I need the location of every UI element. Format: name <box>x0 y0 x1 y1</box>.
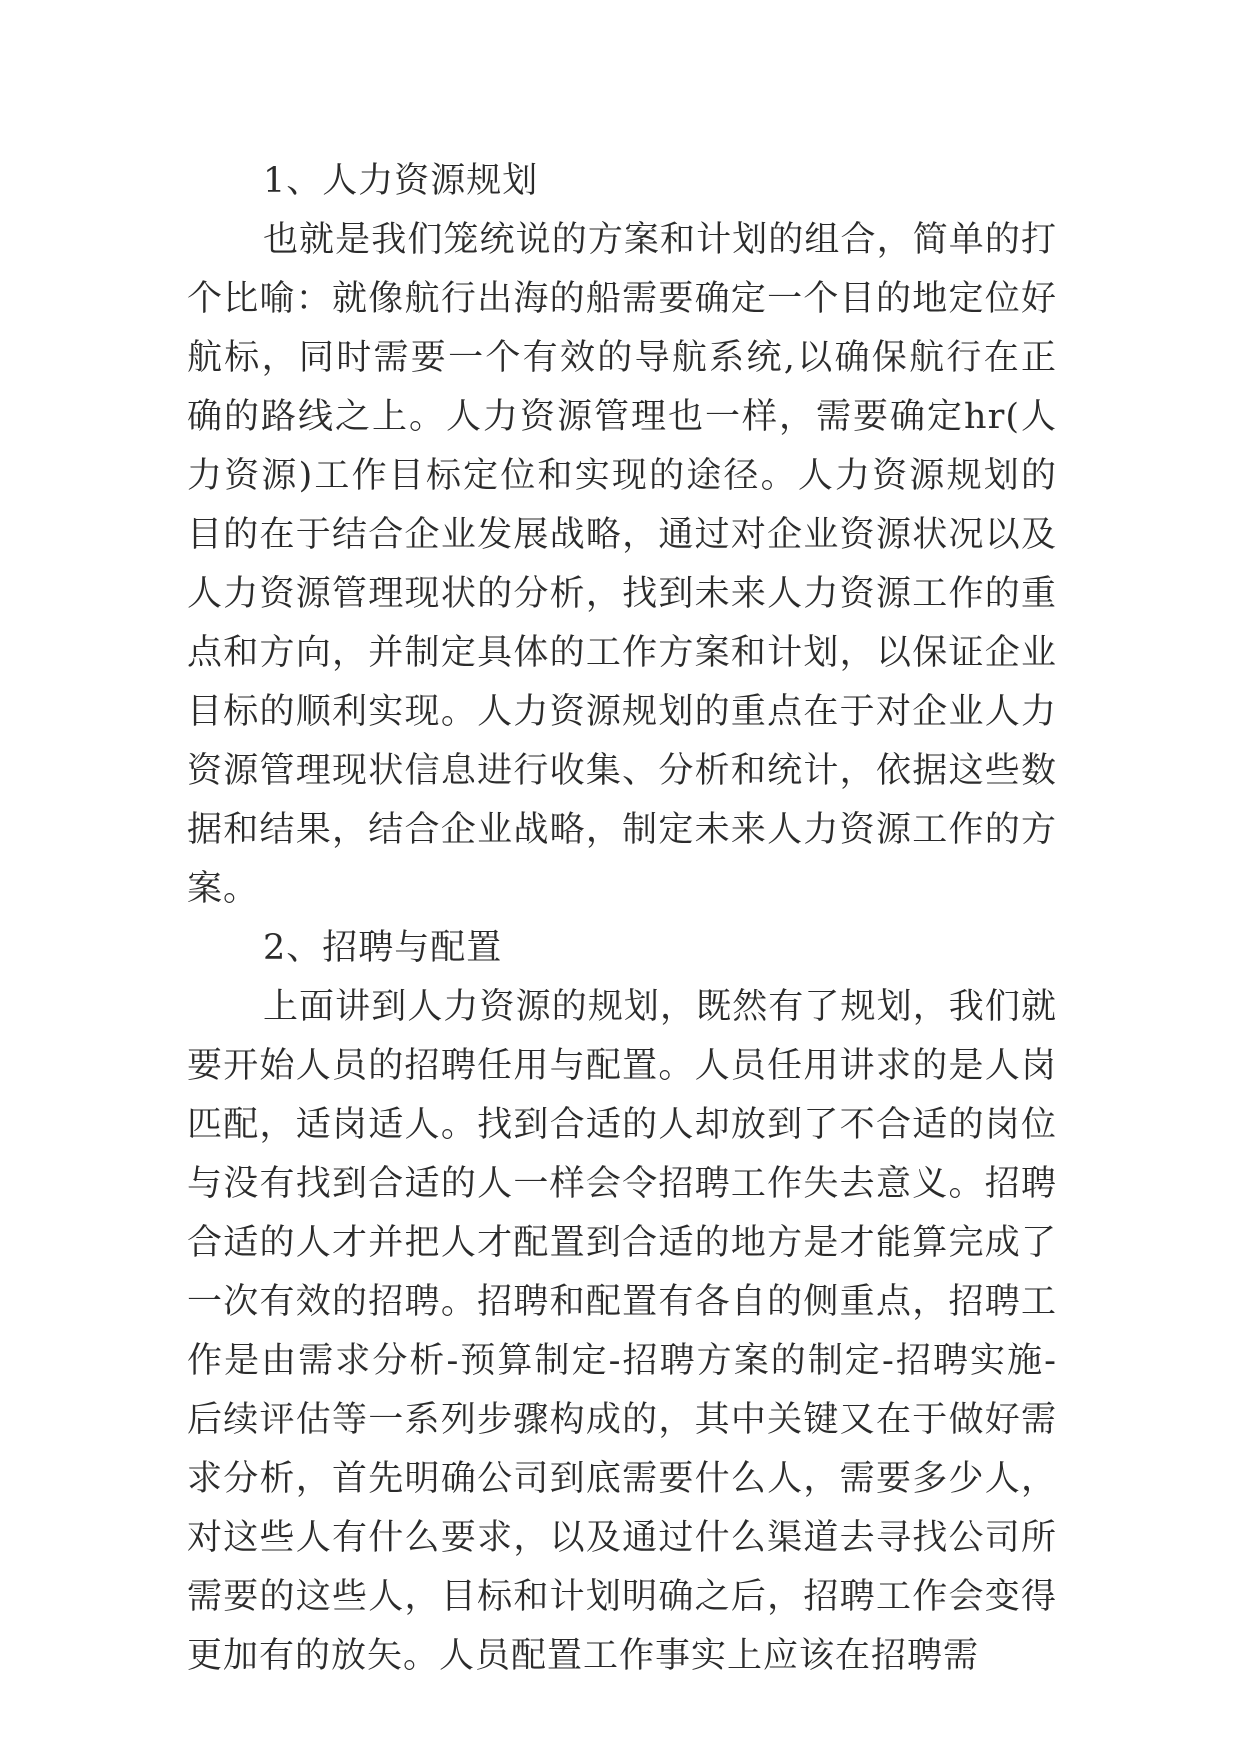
section-2-heading: 2、招聘与配置 <box>262 928 503 968</box>
section-2-paragraph: 上面讲到人力资源的规划，既然有了规划，我们就要开始人员的招聘任用与配置。人员任用讲求的是人岗匹配，适岗适人。找到合适的人却放到了不合适的岗位与没有找到合适的人一样会令招聘工作失去意义。招聘合适的人才并把人才配置到合适的地方是才能算完成了一次有效的招聘。招聘和配置有各自的侧重点，招聘工作是由需求分析-预算制定-招聘方案的制定-招聘实施-后续评估等一系列步骤构成的，其中关键又在于做好需求分析，首先明确公司到底需要什么人，需要多少人，对这些人有什么要求，以及通过什么渠道去寻找公司所需要的这些人，目标和计划明确之后，招聘工作会变得更加有的放矢。人员配置工作事实上应该在招聘需 <box>187 987 1057 1676</box>
section-1-paragraph: 也就是我们笼统说的方案和计划的组合，简单的打个比喻：就像航行出海的船需要确定一个目的地定位好航标，同时需要一个有效的导航系统,以确保航行在正确的路线之上。人力资源管理也一样，需要确定hr(人力资源)工作目标定位和实现的途径。人力资源规划的目的在于结合企业发展战略，通过对企业资源状况以及人力资源管理现状的分析，找到未来人力资源工作的重点和方向，并制定具体的工作方案和计划，以保证企业目标的顺利实现。人力资源规划的重点在于对企业人力资源管理现状信息进行收集、分析和统计，依据这些数据和结果，结合企业战略，制定未来人力资源工作的方案。 <box>187 220 1057 909</box>
text-column <box>187 152 1057 1686</box>
section-1-heading: 1、人力资源规划 <box>262 161 539 201</box>
